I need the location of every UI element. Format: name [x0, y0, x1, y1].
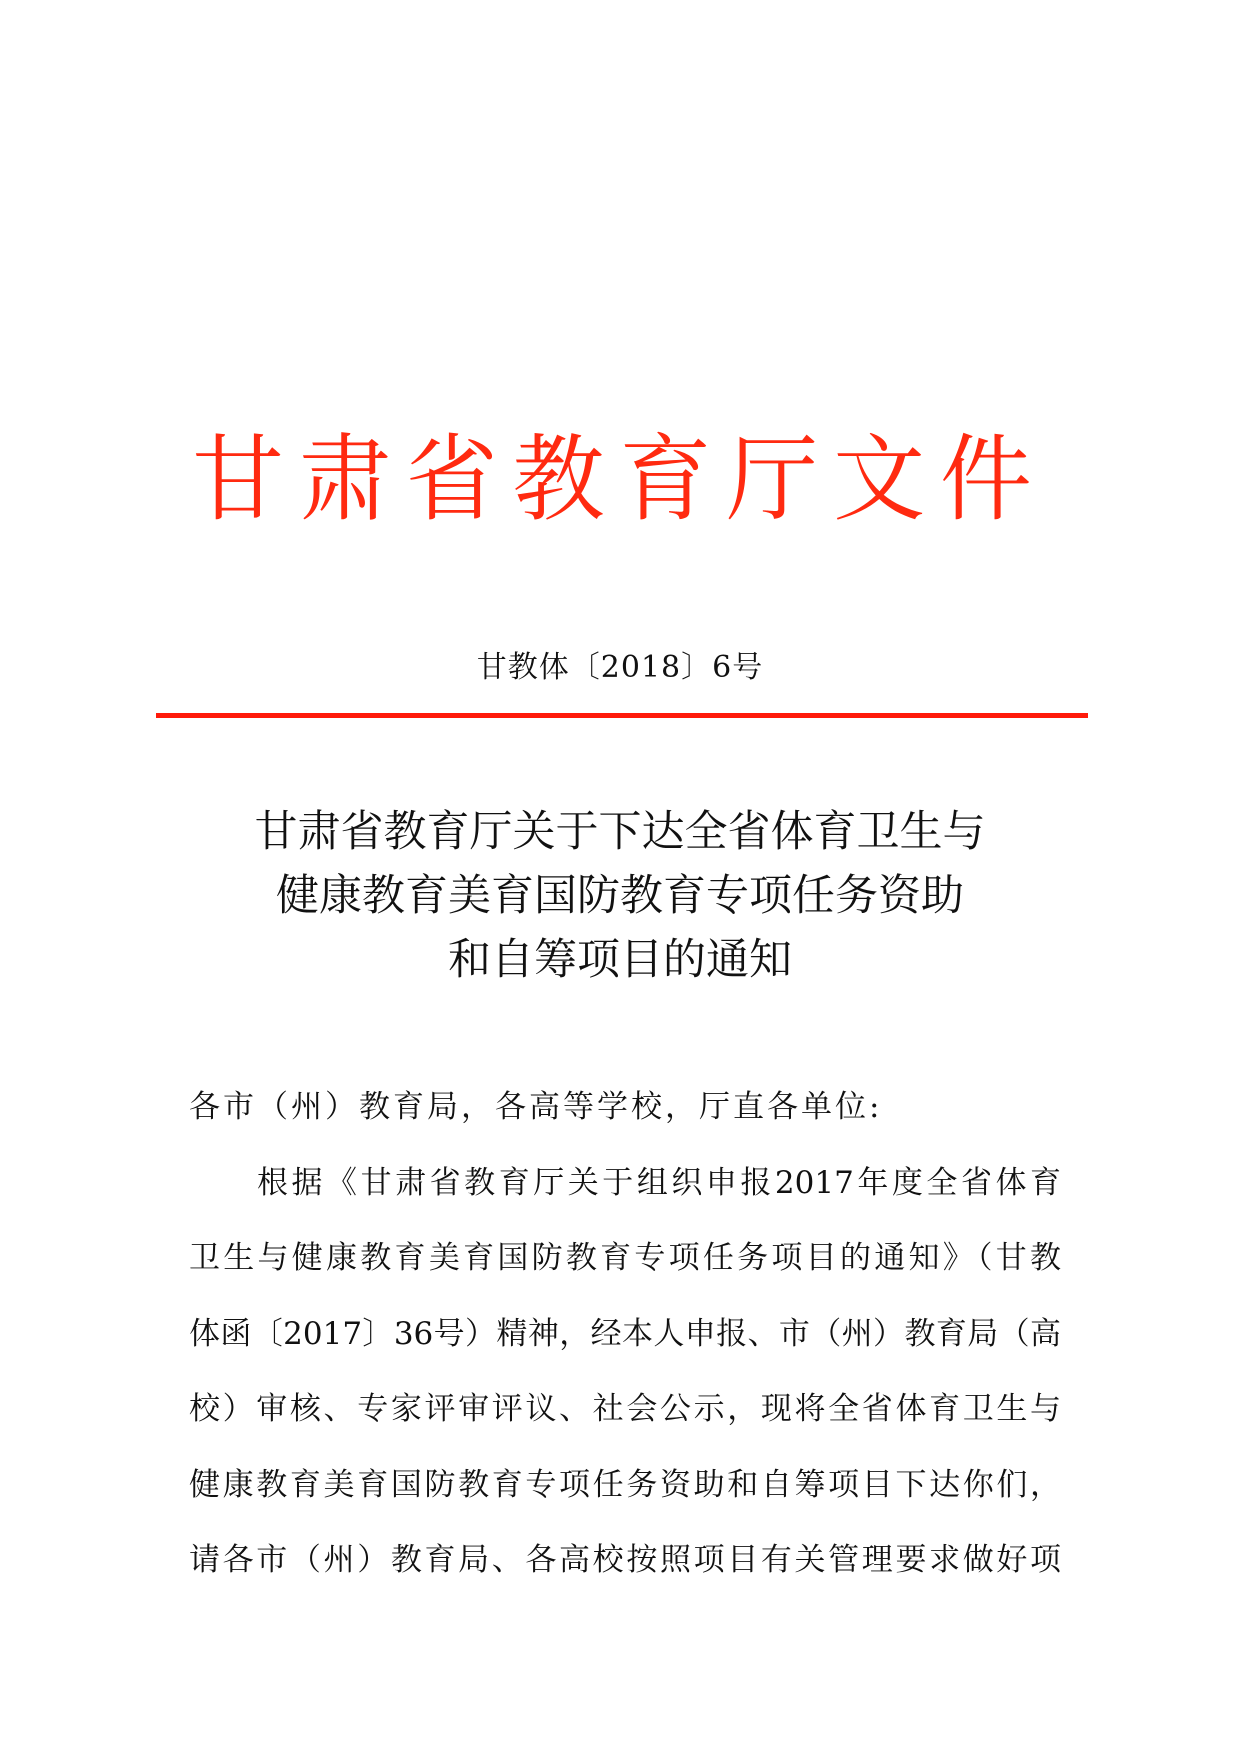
title-line: 和自筹项目的通知 [448, 935, 792, 985]
header-char: 教 [512, 424, 605, 535]
notice-body [189, 1083, 1061, 1612]
notice-title [0, 800, 1240, 992]
salutation: 各市（州）教育局，各高等学校，厅直各单位: [189, 1089, 883, 1125]
body-line: 根据《甘肃省教育厅关于组织申报2017年度全省体育 [257, 1164, 1061, 1201]
header-char: 省 [405, 424, 498, 535]
title-line: 健康教育美育国防教育专项任务资助 [276, 871, 964, 921]
document-number: 甘教体〔2018〕6号 [476, 650, 764, 685]
document-header [192, 425, 1032, 535]
body-line: 卫生与健康教育美育国防教育专项任务项目的通知》（甘教 [189, 1240, 1061, 1276]
header-char: 厅 [726, 424, 819, 535]
header-char: 文 [833, 424, 926, 535]
body-line: 健康教育美育国防教育专项任务资助和自筹项目下达你们， [189, 1466, 1061, 1503]
title-line: 甘肃省教育厅关于下达全省体育卫生与 [254, 807, 986, 857]
header-char: 育 [619, 424, 712, 535]
body-line: 请各市（州）教育局、各高校按照项目有关管理要求做好项 [189, 1542, 1061, 1578]
red-divider [156, 713, 1088, 718]
header-char: 件 [939, 424, 1032, 535]
header-char: 甘 [192, 424, 285, 535]
body-line: 体函〔2017〕36号）精神，经本人申报、市（州）教育局（高 [189, 1315, 1061, 1352]
body-line: 校）审核、专家评审评议、社会公示，现将全省体育卫生与 [189, 1391, 1061, 1427]
header-char: 肃 [298, 424, 391, 535]
